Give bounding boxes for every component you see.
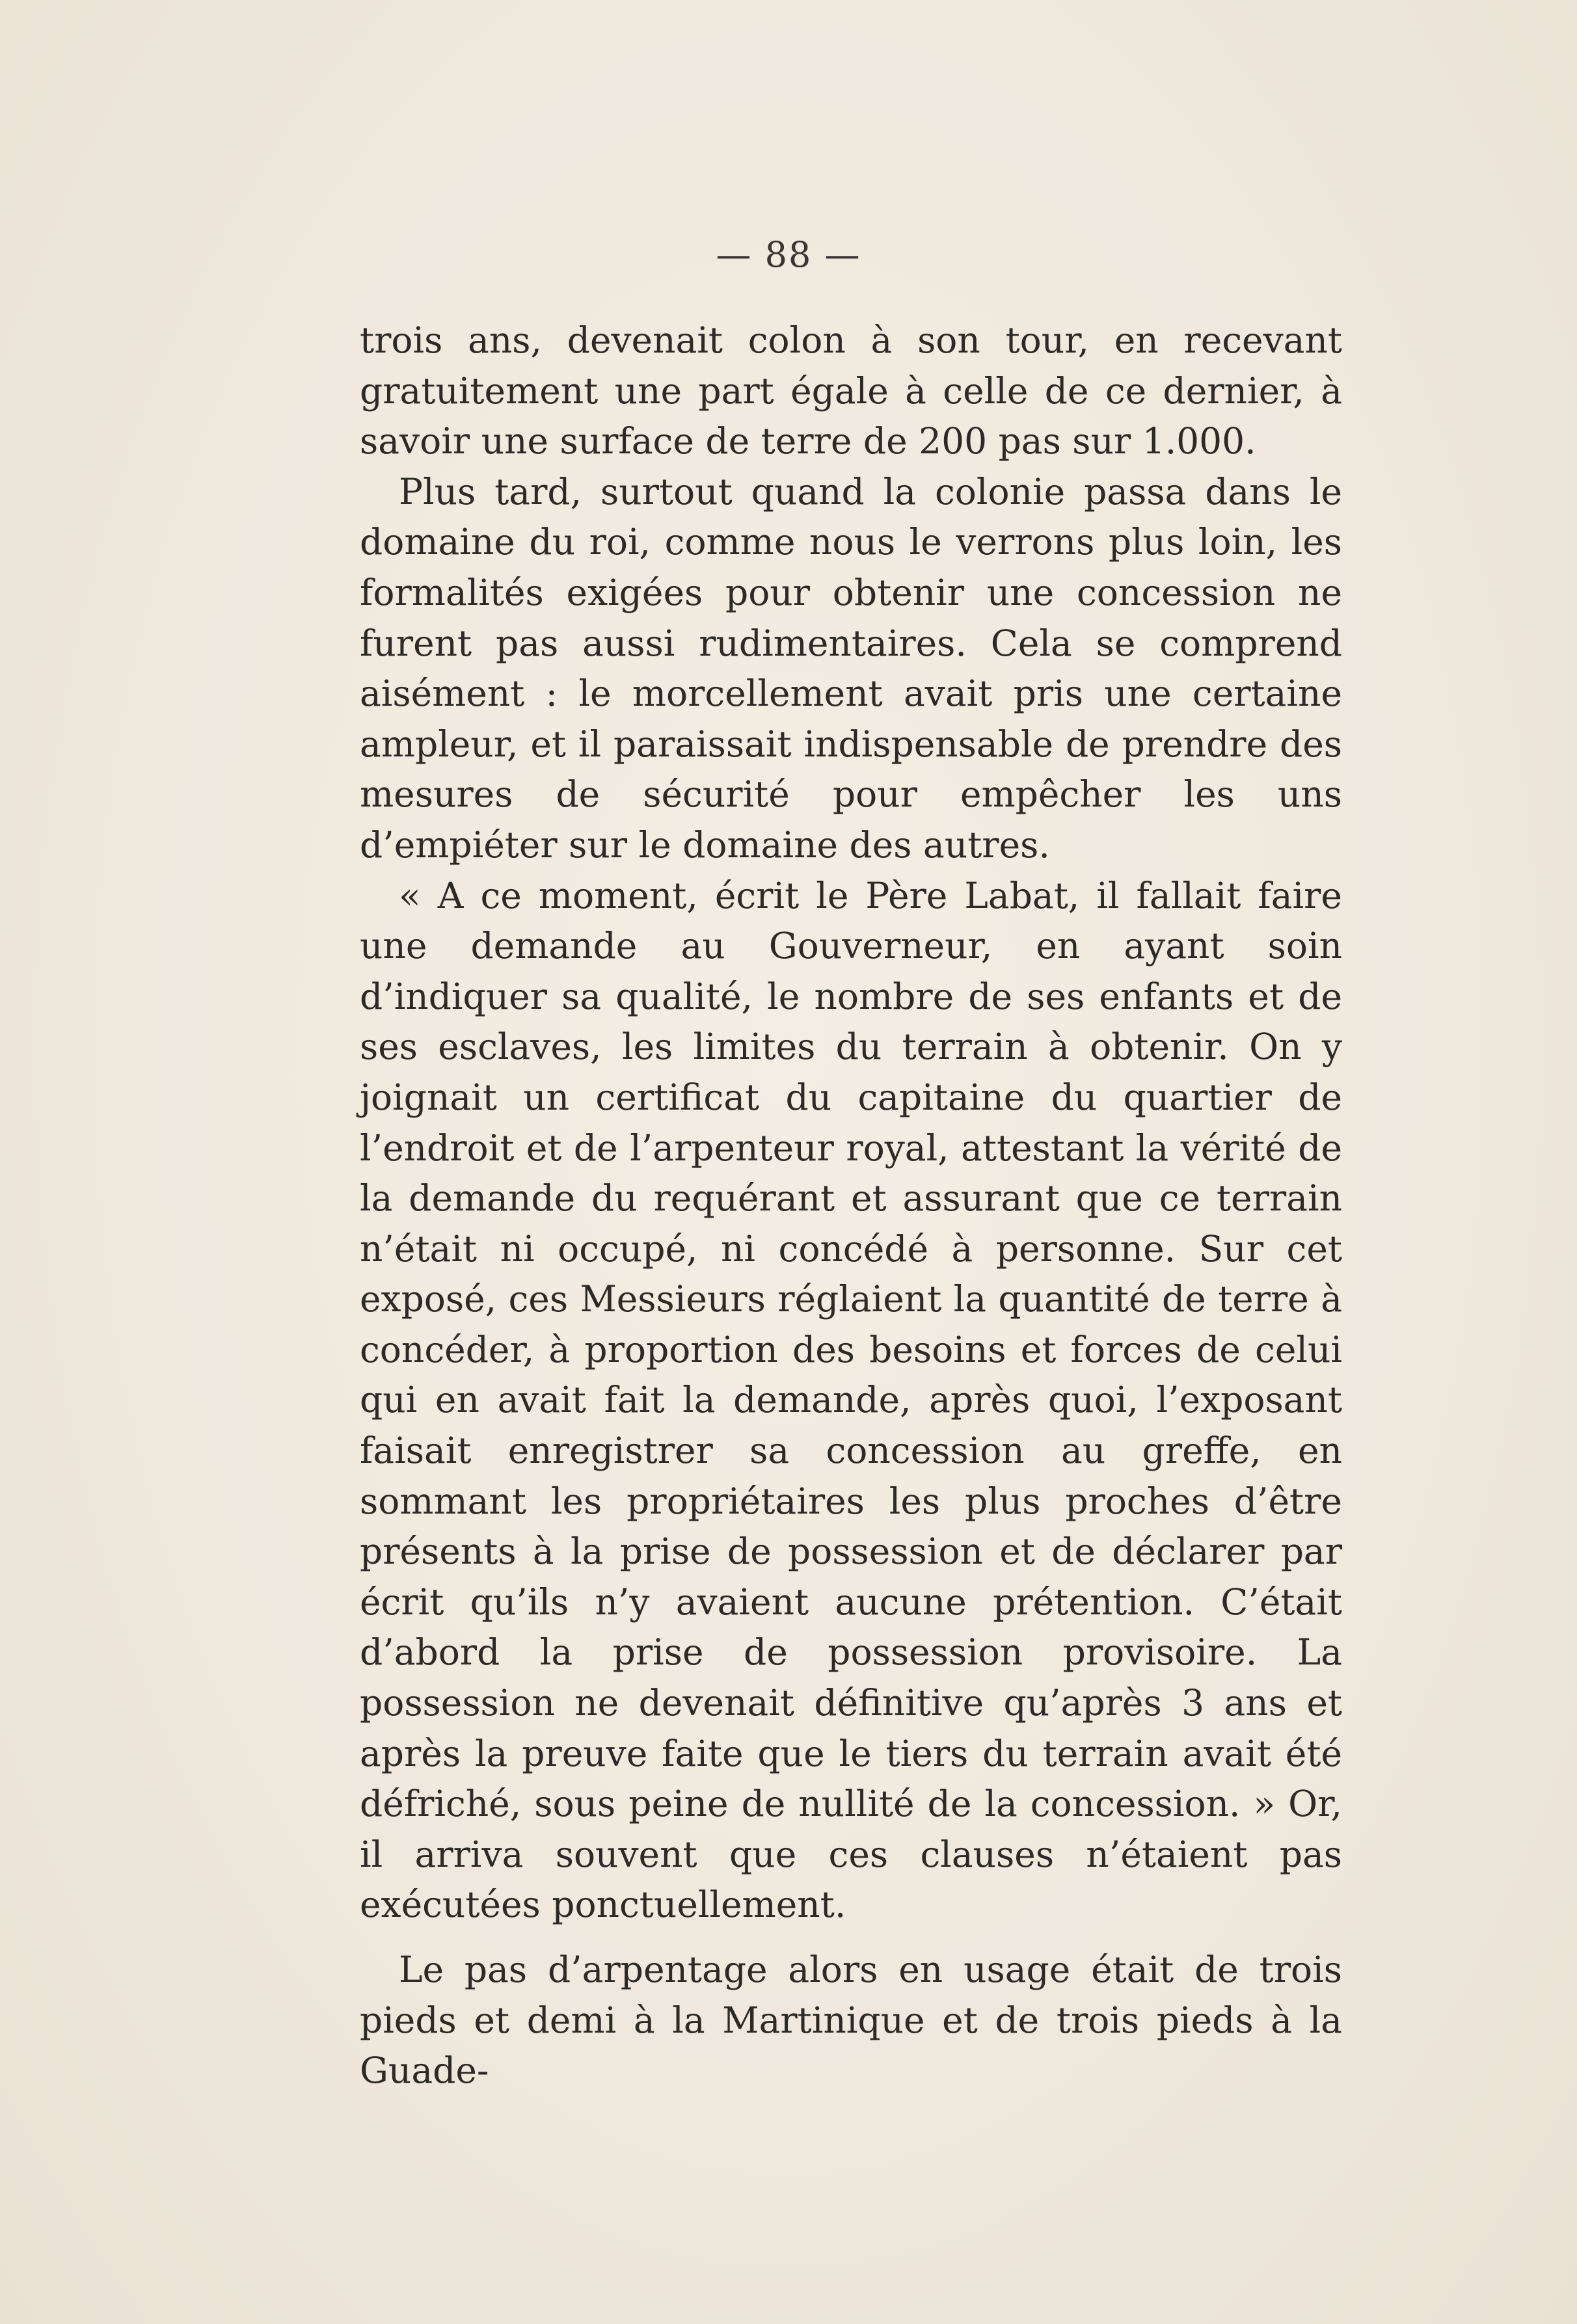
paragraph-concession-formalities: Plus tard, surtout quand la colonie passa dans le domaine du roi, comme nous le verrons plus loin, les formalités exigées pour obtenir une concession ne furent pas aussi rudimentaires. Cela se comprend aisément : le morcellement avait pris une certaine ampleur, et il paraissait indispensable de prendre des mesures de sécurité pour empêcher les uns d’empiéter sur le domaine des autres. <box>360 470 1342 866</box>
paragraph-surveying-pace: Le pas d’arpentage alors en usage était de trois pieds et demi à la Martinique et de trois pieds à la Guade- <box>360 1949 1342 2092</box>
paragraph-continuation: trois ans, devenait colon à son tour, en recevant gratuitement une part égale à celle de ce dernier, à savoir une surface de terre de 200 pas sur 1.000. <box>360 319 1342 462</box>
page-number: — 88 — <box>716 234 861 275</box>
body-text <box>360 315 1342 2096</box>
paragraph-labat-quote: « A ce moment, écrit le Père Labat, il fallait faire une demande au Gouverneur, en ayant soin d’indiquer sa qualité, le nombre de ses enfants et de ses esclaves, les limites du terrain à obtenir. On y joignait un certificat du capitaine du quartier de l’endroit et de l’arpenteur royal, attestant la vérité de la demande du requérant et assurant que ce terrain n’était ni occupé, ni concédé à personne. Sur cet exposé, ces Messieurs réglaient la quantité de terre à concéder, à proportion des besoins et forces de celui qui en avait fait la demande, après quoi, l’exposant faisait enregistrer sa concession au greffe, en sommant les propriétaires les plus proches d’être présents à la prise de possession et de déclarer par écrit qu’ils n’y avaient aucune prétention. C’était d’abord la prise de possession provisoire. La possession ne devenait définitive qu’après 3 ans et après la preuve faite que le tiers du terrain avait été défriché, sous peine de nullité de la concession. » Or, il arriva souvent que ces clauses n’étaient pas exécutées ponctuellement. <box>360 874 1342 1926</box>
